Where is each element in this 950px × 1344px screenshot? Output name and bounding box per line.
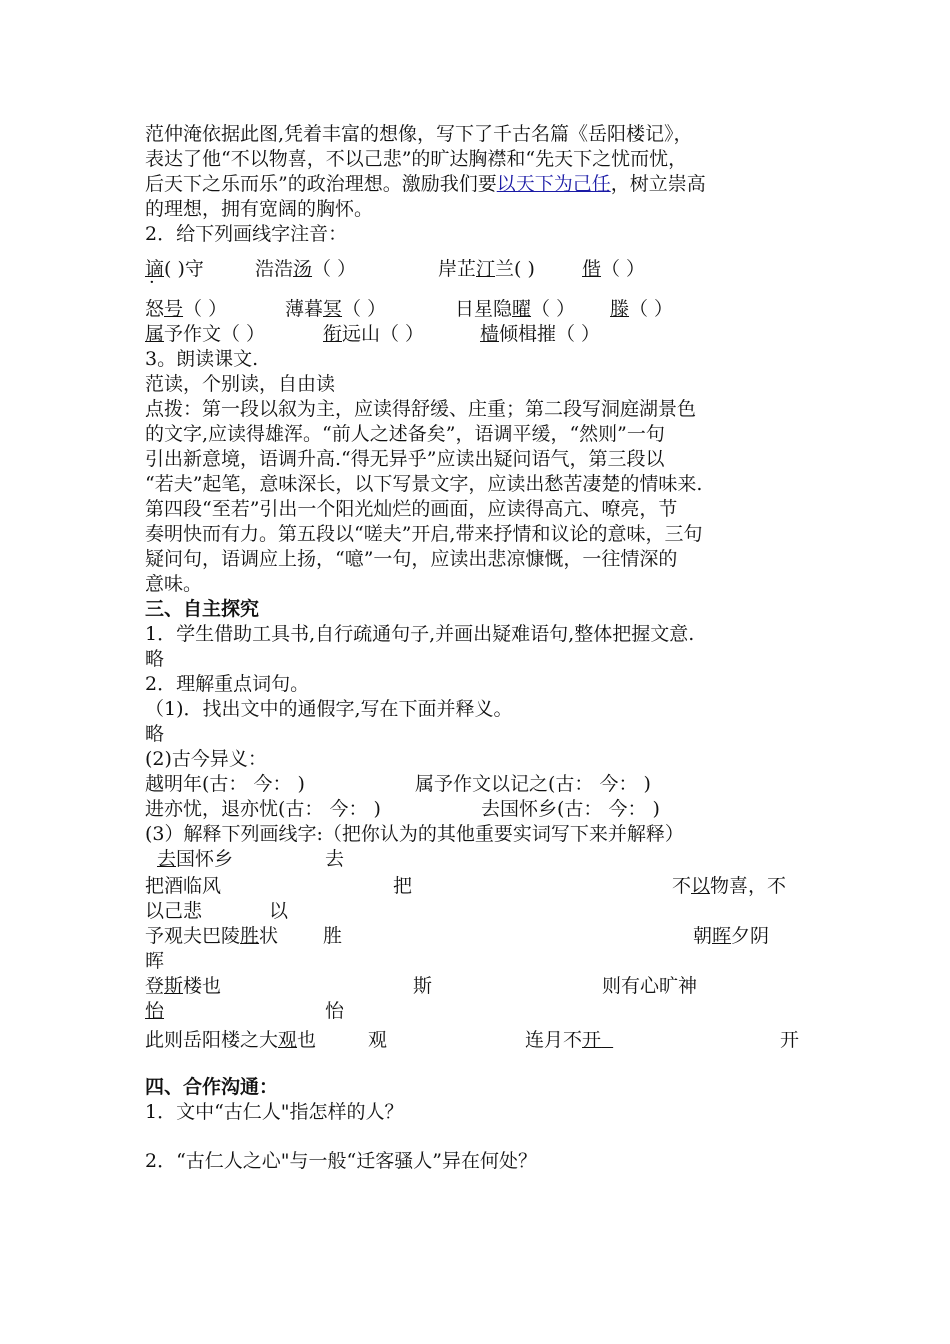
q3-tip-1: 点拨：第一段以叙为主，应读得舒缓、庄重；第二段写洞庭湖景色 bbox=[145, 398, 697, 420]
q3-tip-4: “若夫”起笔，意味深长，以下写景文字，应读出愁苦凄楚的情味来. bbox=[145, 473, 703, 495]
section-3-heading: 三、自主探究 bbox=[145, 598, 260, 620]
intro-line-4: 的理想，拥有宽阔的胸怀。 bbox=[145, 198, 374, 220]
pinyin-item: 浩浩汤（ ） bbox=[255, 258, 357, 280]
sec3-item-1-answer: 略 bbox=[145, 648, 165, 670]
q3-tip-5: 第四段“至若”引出一个阳光灿烂的画面，应读得高亢、嘹亮，节 bbox=[145, 498, 678, 520]
pinyin-item: 属予作文（ ） bbox=[145, 323, 266, 345]
pinyin-item: 樯倾楫摧（ ） bbox=[480, 323, 601, 345]
sec3-sub-2-line-2: 进亦忧，退亦忧(古： 今： ) 去国怀乡(古： 今： ) bbox=[145, 798, 660, 820]
intro-line-1: 范仲淹依据此图,凭着丰富的想像，写下了千古名篇《岳阳楼记》， bbox=[145, 123, 693, 145]
sec3-sub-2-line-1: 越明年(古： 今： ) 属予作文以记之(古： 今： ) bbox=[145, 773, 651, 795]
q3-methods: 范读，个别读，自由读 bbox=[145, 373, 336, 395]
document-page bbox=[145, 122, 815, 1174]
sec3-sub-1-answer: 略 bbox=[145, 723, 165, 745]
q3-tip-3: 引出新意境，语调升高.“得无异乎”应读出疑问语气，第三段以 bbox=[145, 448, 665, 470]
sec4-question-2: 2．“古仁人之心"与一般“迁客骚人”异在何处？ bbox=[145, 1150, 537, 1172]
pinyin-item: 日星隐曜（ ） bbox=[455, 298, 576, 320]
q3-tip-2: 的文字,应读得雄浑。“前人之述备矣”，语调平缓，“然则”一句 bbox=[145, 423, 665, 445]
word-row-si: 登斯楼也 斯 则有心旷神 bbox=[145, 975, 698, 997]
sec3-item-2: 2．理解重点词句。 bbox=[145, 673, 310, 695]
q3-title: 3。朗读课文. bbox=[145, 348, 259, 370]
sec3-item-1: 1．学生借助工具书,自行疏通句子,并画出疑难语句,整体把握文意. bbox=[145, 623, 695, 645]
q3-tip-7: 疑问句，语调应上扬，“噫”一句，应读出悲凉慷慨，一往情深的 bbox=[145, 548, 678, 570]
section-4-heading: 四、合作沟通： bbox=[145, 1076, 279, 1098]
word-row-ba: 把酒临风 把 不以物喜，不 bbox=[145, 875, 787, 897]
pinyin-item: 衔远山（ ） bbox=[323, 323, 425, 345]
q3-tip-6: 奏明快而有力。第五段以“嗟夫”开启,带来抒情和议论的意味，三句 bbox=[145, 523, 703, 545]
sec4-question-1: 1．文中“古仁人"指怎样的人？ bbox=[145, 1101, 404, 1123]
word-row-yi: 以己悲 以 bbox=[145, 900, 289, 922]
pinyin-row-2 bbox=[145, 297, 815, 322]
pinyin-row-1 bbox=[145, 257, 815, 282]
sec3-sub-3: (3）解释下列画线字:（把你认为的其他重要实词写下来并解释） bbox=[145, 823, 684, 845]
pinyin-item: 滕（ ） bbox=[610, 298, 674, 320]
q2-title: 2．给下列画线字注音： bbox=[145, 223, 348, 245]
sec3-sub-1: （1)．找出文中的通假字,写在下面并释义。 bbox=[145, 698, 513, 720]
pinyin-row-3 bbox=[145, 322, 815, 347]
sec3-sub-2: (2)古今异义： bbox=[145, 748, 267, 770]
intro-link[interactable]: 以天下为己任 bbox=[496, 173, 611, 195]
intro-line-3: 后天下之乐而乐”的政治理想。激励我们要以天下为己任，树立崇高 bbox=[145, 173, 706, 195]
intro-line-2: 表达了他“不以物喜，不以己悲”的旷达胸襟和“先天下之忧而忧， bbox=[145, 148, 688, 170]
pinyin-item: 怒号（ ） bbox=[145, 298, 228, 320]
pinyin-item: 谪( )守 bbox=[145, 258, 204, 280]
word-row-hui: 晖 bbox=[145, 950, 165, 972]
pinyin-item: 偕（ ） bbox=[582, 258, 646, 280]
word-row-qu: 去国怀乡 去 bbox=[157, 848, 345, 870]
pinyin-item: 薄暮冥（ ） bbox=[285, 298, 387, 320]
word-row-sheng: 予观夫巴陵胜状 胜 朝晖夕阴 bbox=[145, 925, 770, 947]
q3-tip-8: 意味。 bbox=[145, 573, 203, 595]
word-row-yi2: 怡 怡 bbox=[145, 1000, 345, 1022]
word-row-guan: 此则岳阳楼之大观也 观 连月不开 开 bbox=[145, 1029, 800, 1051]
pinyin-item: 岸芷汀兰( ) bbox=[438, 258, 535, 280]
